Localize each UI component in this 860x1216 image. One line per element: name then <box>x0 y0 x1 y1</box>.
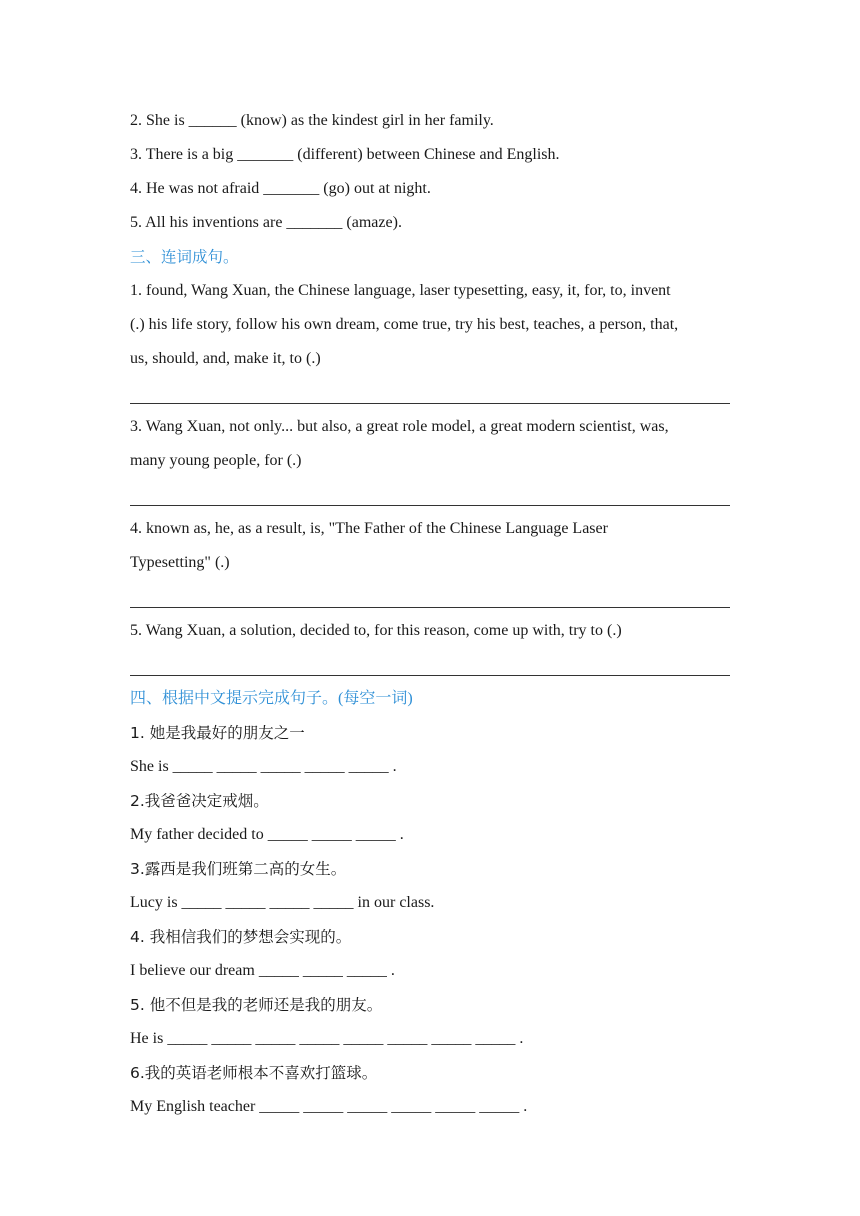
prompt-chinese: 6.我的英语老师根本不喜欢打篮球。 <box>130 1064 378 1082</box>
question-4-line-2: Typesetting" (.) <box>130 554 230 571</box>
answer-line[interactable] <box>130 648 730 682</box>
section-heading-4: 四、根据中文提示完成句子。(每空一词) <box>130 690 413 707</box>
answer-line[interactable] <box>130 376 730 410</box>
sentence-blank: Lucy is _____ _____ _____ _____ in our class. <box>130 894 435 911</box>
question-4-line-1: 4. known as, he, as a result, is, "The Father of the Chinese Language Laser <box>130 520 608 537</box>
prompt-chinese: 1. 她是我最好的朋友之一 <box>130 724 305 742</box>
question-1-line-2: (.) his life story, follow his own dream, come true, try his best, teaches, a person, that, <box>130 316 679 333</box>
question-1-line-1: 1. found, Wang Xuan, the Chinese language, laser typesetting, easy, it, for, to, invent <box>130 282 671 299</box>
section-heading-3: 三、连词成句。 <box>130 248 239 266</box>
prompt-chinese: 3.露西是我们班第二高的女生。 <box>130 860 347 878</box>
exercise-item: 5. All his inventions are _______ (amaze). <box>130 214 402 231</box>
prompt-chinese: 4. 我相信我们的梦想会实现的。 <box>130 928 352 946</box>
question-3-line-1: 3. Wang Xuan, not only... but also, a great role model, a great modern scientist, was, <box>130 418 669 435</box>
answer-line[interactable] <box>130 478 730 512</box>
sentence-blank: He is _____ _____ _____ _____ _____ _____ _____ _____ . <box>130 1030 524 1047</box>
answer-line[interactable] <box>130 580 730 614</box>
sentence-blank: I believe our dream _____ _____ _____ . <box>130 962 395 979</box>
prompt-chinese: 2.我爸爸决定戒烟。 <box>130 792 269 810</box>
sentence-blank: She is _____ _____ _____ _____ _____ . <box>130 758 397 775</box>
exercise-item: 3. There is a big _______ (different) between Chinese and English. <box>130 146 560 163</box>
exercise-item: 2. She is ______ (know) as the kindest girl in her family. <box>130 112 494 129</box>
sentence-blank: My English teacher _____ _____ _____ _____ _____ _____ . <box>130 1098 528 1115</box>
sentence-blank: My father decided to _____ _____ _____ . <box>130 826 404 843</box>
prompt-chinese: 5. 他不但是我的老师还是我的朋友。 <box>130 996 383 1014</box>
question-1-line-3: us, should, and, make it, to (.) <box>130 350 321 367</box>
question-3-line-2: many young people, for (.) <box>130 452 302 469</box>
exercise-item: 4. He was not afraid _______ (go) out at night. <box>130 180 431 197</box>
question-5-line-1: 5. Wang Xuan, a solution, decided to, for this reason, come up with, try to (.) <box>130 622 622 639</box>
worksheet-page <box>130 104 730 1124</box>
